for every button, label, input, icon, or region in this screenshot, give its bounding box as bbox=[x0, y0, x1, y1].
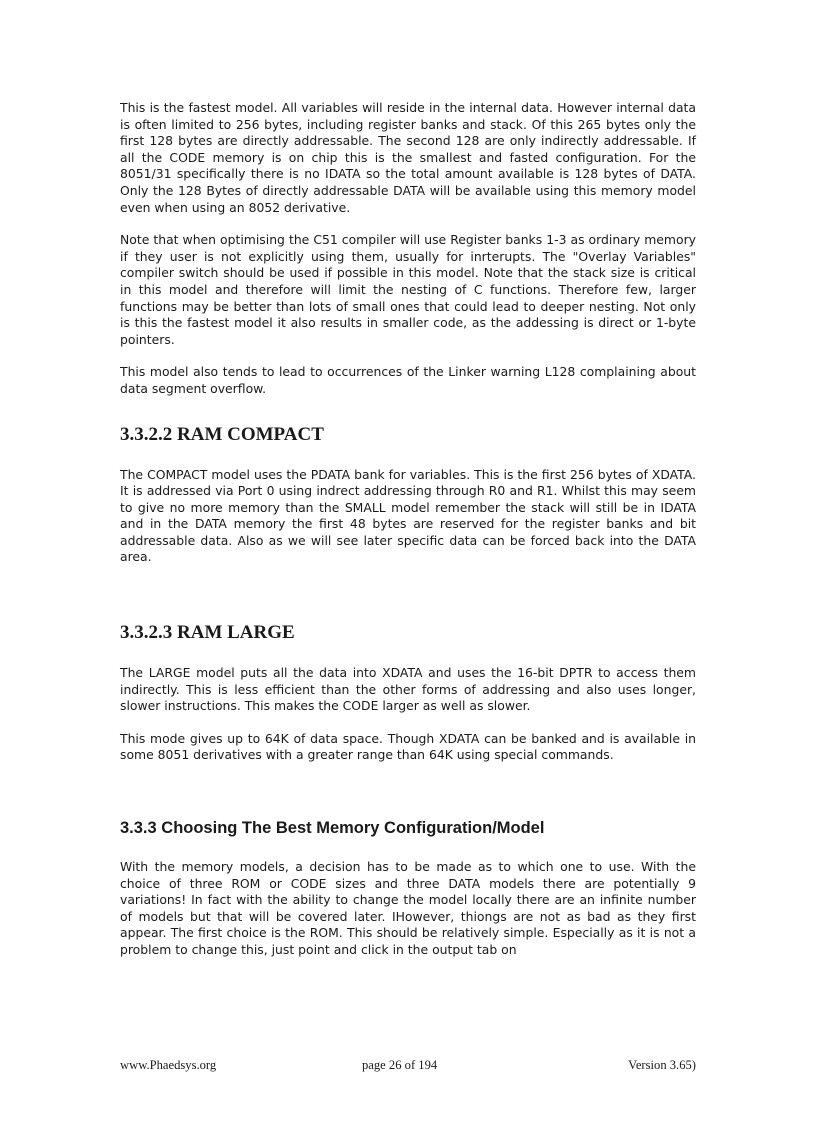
heading-choosing-model: 3.3.3 Choosing The Best Memory Configuration/Model bbox=[120, 819, 545, 838]
paragraph-large-model: The LARGE model puts all the data into XDATA and uses the 16-bit DPTR to access them indirectly. This is less efficient than the other forms of addressing and also uses longer, slower instructions. This makes the CODE larger as well as slower. bbox=[120, 665, 696, 714]
heading-ram-compact: 3.3.2.2 RAM COMPACT bbox=[120, 423, 324, 445]
paragraph-optimising-note: Note that when optimising the C51 compiler will use Register banks 1-3 as ordinary memory if they user is not explicitly using them, usually for inrterupts. The "Overlay Variables" compiler switch should be used if possible in this model. Note that the stack size is critical in this model and therefore will limit the nesting of C functions. Therefore few, larger functions may be better than lots of small ones that could lead to deeper nesting. Not only is this the fastest model it also results in smaller code, as the addessing is direct or 1-byte pointers. bbox=[120, 232, 696, 347]
document-body bbox=[120, 100, 696, 975]
footer-version: Version 3.65) bbox=[628, 1058, 696, 1072]
footer-page-number: page 26 of 194 bbox=[362, 1058, 438, 1072]
paragraph-linker-warning: This model also tends to lead to occurrences of the Linker warning L128 complaining about data segment overflow. bbox=[120, 364, 696, 396]
footer-website: www.Phaedsys.org bbox=[120, 1058, 217, 1072]
paragraph-data-space: This mode gives up to 64K of data space. Though XDATA can be banked and is available in some 8051 derivatives with a greater range than 64K using special commands. bbox=[120, 730, 696, 763]
paragraph-small-model: This is the fastest model. All variables will reside in the internal data. However internal data is often limited to 256 bytes, including register banks and stack. Of this 265 bytes only the first 128 bytes are directly addressable. The second 128 are only indirectly addressable. If all the CODE memory is on chip this is the smallest and fasted configuration. For the 8051/31 specifically there is no IDATA so the total amount available is 128 bytes of DATA. Only the 128 Bytes of directly addressable DATA will be available using this memory model even when using an 8052 derivative. bbox=[120, 100, 696, 215]
heading-ram-large: 3.3.2.3 RAM LARGE bbox=[120, 622, 295, 644]
paragraph-choosing-model: With the memory models, a decision has to be made as to which one to use. With the choice of three ROM or CODE sizes and three DATA models there are potentially 9 variations! In fact with the ability to change the model locally there are an infinite number of models but that will be covered later. IHowever, thiongs are not as bad as they first appear. The first choice is the ROM. This should be relatively simple. Especially as it is not a problem to change this, just point and click in the output tab on bbox=[120, 859, 696, 957]
page-footer bbox=[120, 1057, 696, 1073]
paragraph-compact-model: The COMPACT model uses the PDATA bank for variables. This is the first 256 bytes of XDATA. It is addressed via Port 0 using indrect addressing through R0 and R1. Whilst this may seem to give no more memory than the SMALL model remember the stack will still be in IDATA and in the DATA memory the first 48 bytes are reserved for the register banks and bit addressable data. Also as we will see later specific data can be forced back into the DATA area. bbox=[120, 466, 696, 565]
